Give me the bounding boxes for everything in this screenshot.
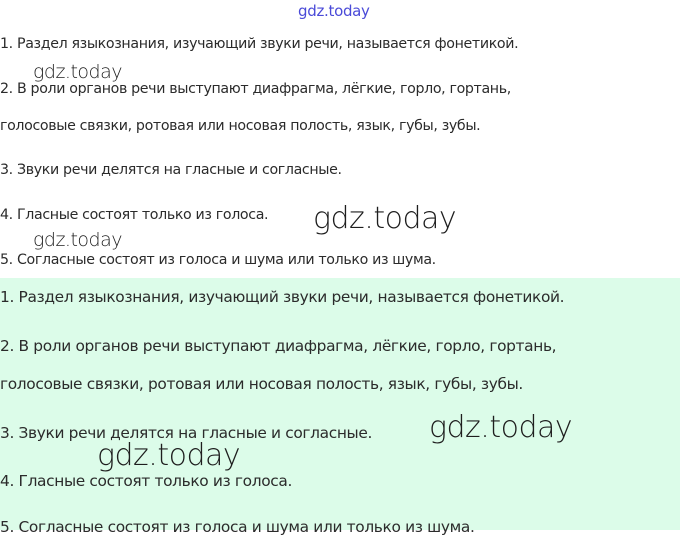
answer-line-4: 4. Гласные состоят только из голоса.	[0, 472, 293, 490]
answer-line-1: 1. Раздел языкознания, изучающий звуки речи, называется фонетикой.	[0, 36, 519, 52]
answer-line-5: 5. Согласные состоят из голоса и шума или только из шума.	[0, 252, 436, 268]
answer-line-2-continued: голосовые связки, ротовая или носовая полость, язык, губы, зубы.	[0, 375, 523, 393]
answer-line-5: 5. Согласные состоят из голоса и шума или только из шума.	[0, 518, 475, 536]
watermark: gdz.today	[313, 201, 457, 236]
answer-block-2	[0, 278, 680, 536]
watermark: gdz.today	[33, 61, 122, 83]
watermark: gdz.today	[33, 229, 122, 251]
answer-line-2-continued: голосовые связки, ротовая или носовая полость, язык, губы, зубы.	[0, 118, 481, 134]
answer-line-4: 4. Гласные состоят только из голоса.	[0, 207, 269, 223]
site-logo-text: gdz.today	[298, 2, 370, 20]
watermark: gdz.today	[97, 438, 241, 473]
answer-line-2: 2. В роли органов речи выступают диафрагма, лёгкие, горло, гортань,	[0, 81, 511, 97]
answer-line-3: 3. Звуки речи делятся на гласные и согласные.	[0, 162, 342, 178]
watermark: gdz.today	[429, 410, 573, 445]
answer-line-1: 1. Раздел языкознания, изучающий звуки речи, называется фонетикой.	[0, 288, 565, 306]
answer-line-2: 2. В роли органов речи выступают диафрагма, лёгкие, горло, гортань,	[0, 337, 557, 355]
answer-line-3: 3. Звуки речи делятся на гласные и согласные.	[0, 424, 373, 442]
